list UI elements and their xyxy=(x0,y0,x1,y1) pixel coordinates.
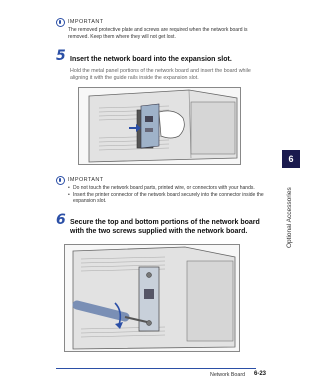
illustration-insert-board xyxy=(78,87,241,165)
chapter-label: Optional Accessories xyxy=(286,187,293,248)
step-number: 5 xyxy=(56,48,66,64)
important-icon xyxy=(56,18,65,27)
step-description: Hold the metal panel portions of the network board and insert the board while aligning it with the guide rails inside the expansion slot. xyxy=(70,68,251,81)
step-title: Insert the network board into the expansion slot. xyxy=(70,56,232,63)
important-title: IMPORTANT xyxy=(68,177,104,183)
printer-screw-illustration xyxy=(65,245,239,351)
important-icon xyxy=(56,176,65,185)
footer-divider xyxy=(56,368,256,369)
page-number: 6-23 xyxy=(253,371,266,377)
footer-section: Network Board xyxy=(210,372,246,378)
step-title: Secure the top and bottom portions of the network board with the two screws supplied with the network board. xyxy=(70,219,260,235)
important-text: The removed protective plate and screws are required when the network board is removed. Keep them where they will not get lost. xyxy=(68,27,248,40)
important-bullet-list xyxy=(68,185,278,205)
printer-illustration xyxy=(79,88,240,164)
step-number: 6 xyxy=(56,212,66,228)
chapter-tab[interactable] xyxy=(282,150,300,248)
chapter-number: 6 xyxy=(282,150,300,168)
list-item: • Do not touch the network board parts, printed wire, or connectors with your hands. xyxy=(68,185,278,192)
important-title: IMPORTANT xyxy=(68,19,104,25)
list-item: • Insert the printer connector of the network board securely into the connector inside the expansion slot. xyxy=(68,192,278,205)
illustration-secure-screws xyxy=(64,244,240,352)
